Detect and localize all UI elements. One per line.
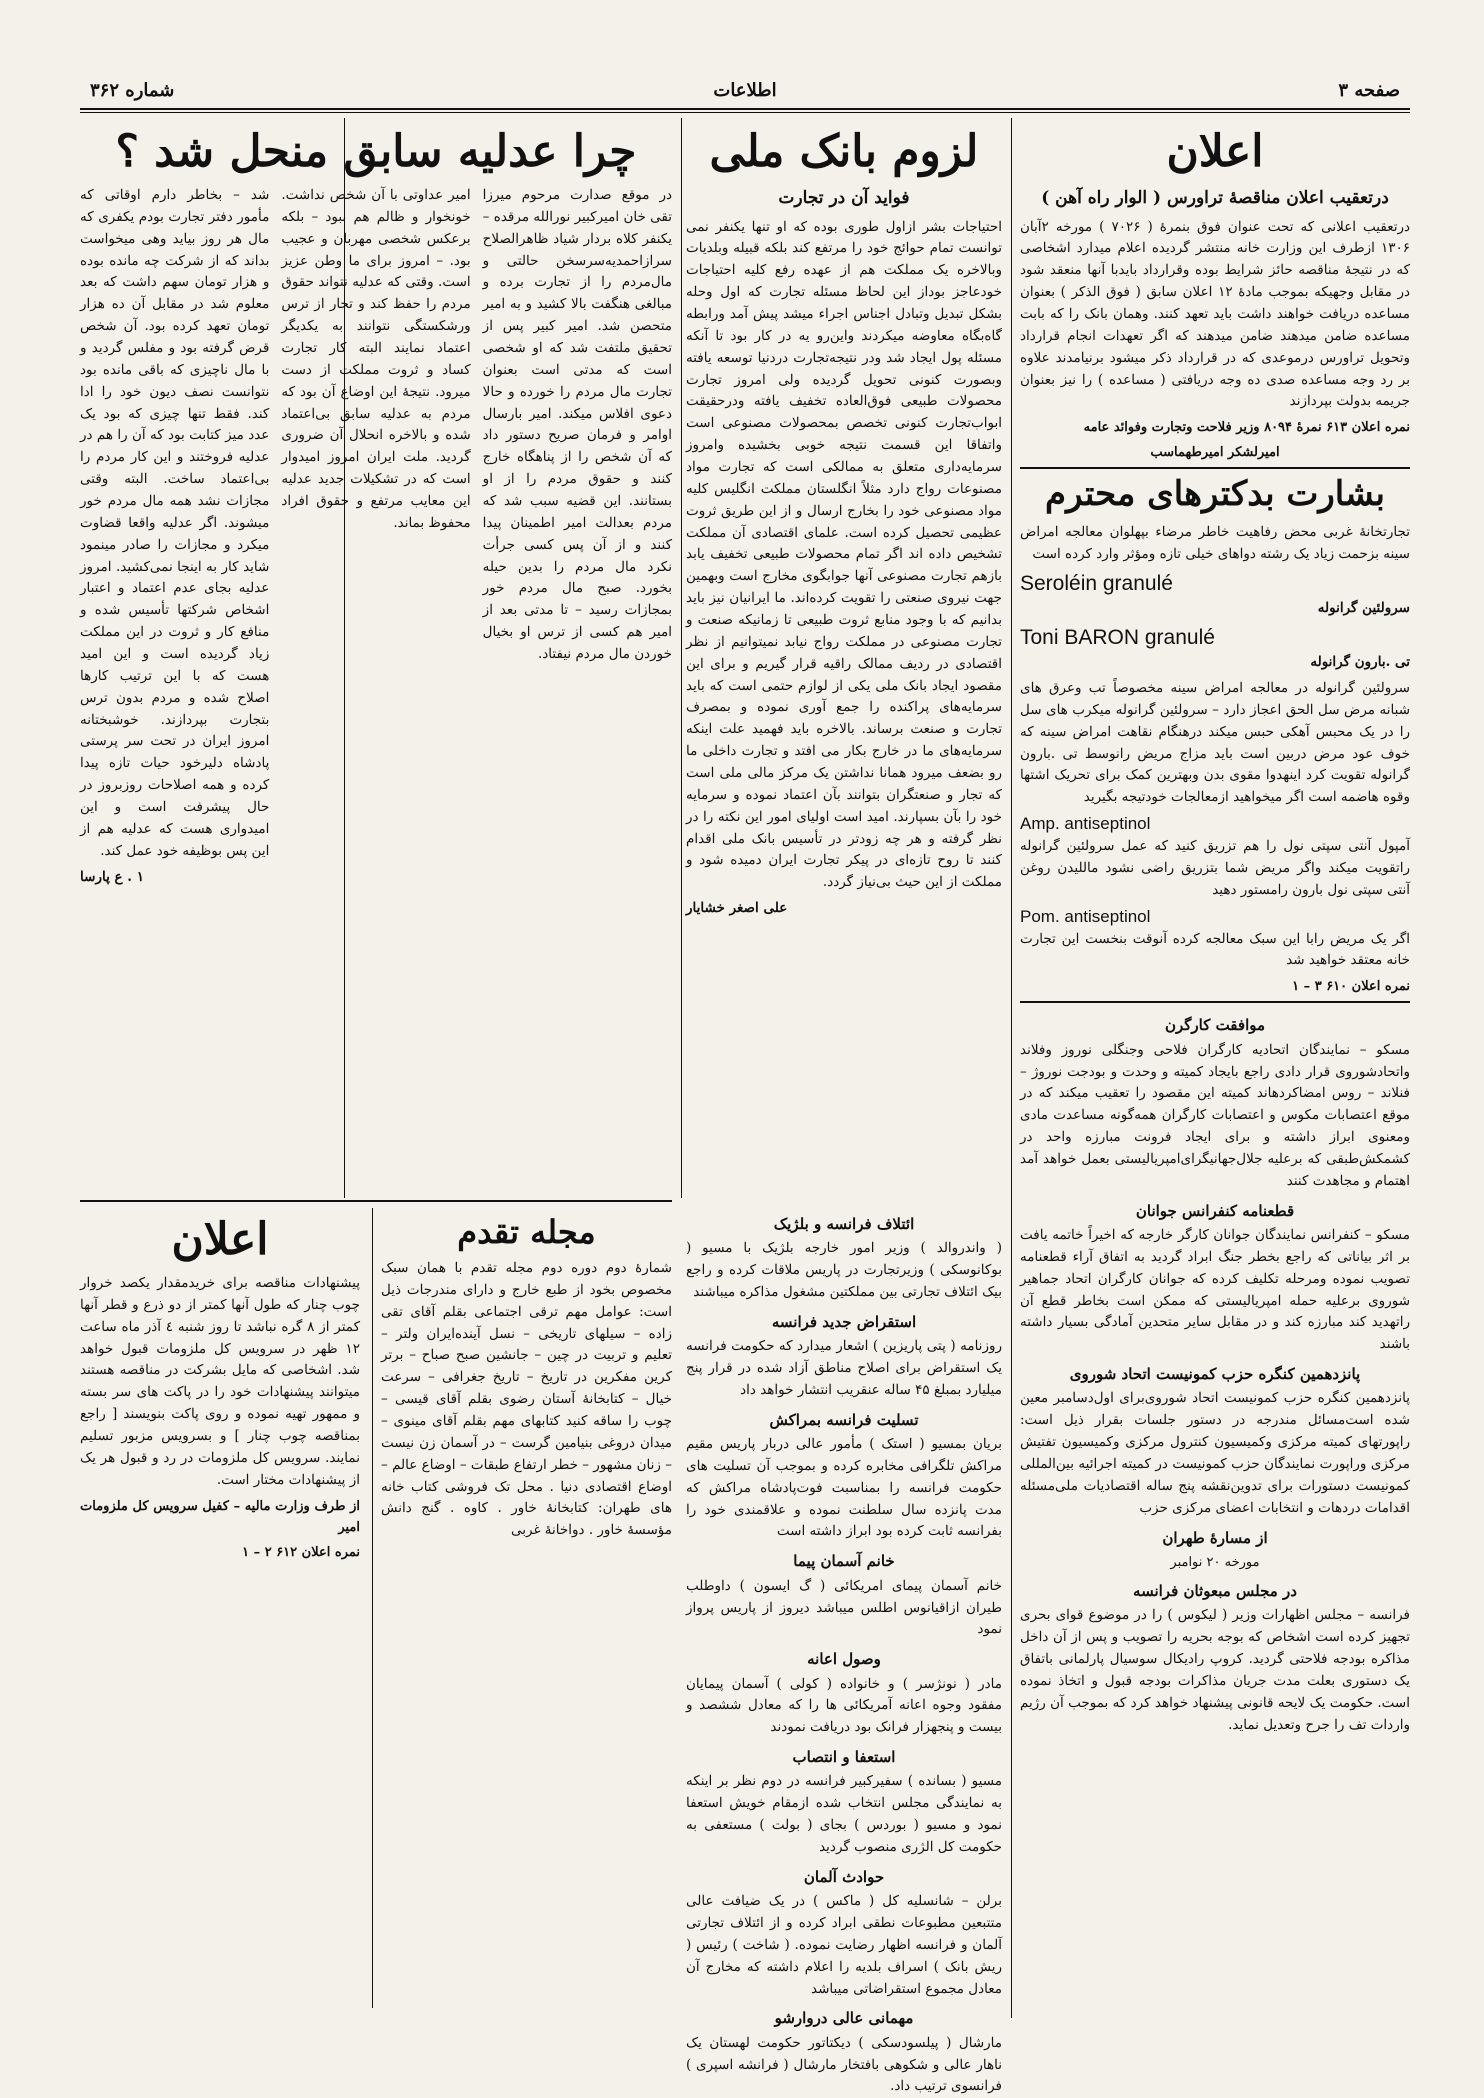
notice-body: درتعقیب اعلانی که تحت عنوان فوق بنمرهٔ ( ۷۰۲۶ ) مورخه ۲آبان ۱۳۰۶ ازطرف این وزارت خانه منتشر گردیده اعلام میدارد اشخاصی که در نتیجهٔ مناقصه حائز شرایط بوده وقرارداد بایدبا آنها منعقد شود در مقابل وجهیکه بموجب مادهٔ ۱۲ اعلان سابق ( فوق الذکر ) بعنوان مساعده دریافت خواهند داشت باید تعهد کنند. وهمان بانک را که بابت مساعده ضامن میدهند ضامن میدهند که اگر تعهدات انجام قرارداد وتحویل تراورس درموعدی که در قرارداد ذکر میشود برنیامدند علاوه بر رد وجه مساعده صدی ده وجه دریافتی ( مساعده ) را نیز بعنوان جریمه بدولت بپردازند — [1020, 218, 1410, 410]
article-column-3 — [80, 185, 269, 893]
news-title: استعفا و انتصاب — [792, 1748, 896, 1767]
article-signature: ۱ . ع پارسا — [80, 868, 144, 885]
news-two-columns — [1020, 1007, 1410, 1740]
header-rule — [80, 108, 1410, 110]
article-title: لزوم بانک ملی — [709, 126, 979, 177]
notice-footer: نمره اعلان ۶۱۲ ۲ – ۱ — [242, 1544, 360, 1560]
ad-product-latin: Seroléin granulé — [1020, 571, 1173, 595]
news-body: مارشال ( پیلسودسکی ) دیکتاتور حکومت لهستان یک ناهار عالی و شکوهی بافتخار مارشال ( فرانشه اسپری ) فرانسوی ترتیب داد. — [686, 2034, 1002, 2095]
article-title: چرا عدلیه سابق منحل شد ؟ — [115, 126, 637, 177]
newspaper-page — [80, 78, 1410, 2095]
article-body: شد – بخاطر دارم اوقاتی که مأمور دفتر تجارت بودم یکفری که مال هر روز بیاید وهی میخواست بداند که از شرکت چه مانده بوده و هزار تومان سهم داشت که بعد معلوم شد در مقابل آن ده هزار تومان تعهد کرده بود. آن شخص قرض گرفته بود و مفلس گردید و با مال ناچیزی که باقی مانده بود نتوانست نصف دیون خود را ادا کند. فقط تنها چیزی که بود یک عدد میز کتابت بود که آن را هم در عدلیه فروختند و این کار مردم را بی‌اعتماد ساخت. البته وقتی مجازات نشد همه مال مردم خور میشوند. اگر عدلیه واقعا قضاوت میکرد و مجازات را صادر مینمود شاید کار به اینجا نمی‌کشید. امروز عدلیه بجای عدم اعتماد و اعتبار اشخاص شرکتها تأسیس شده و منافع کار و ثروت در این مملکت زیاد گردیده است و این امید هست که با این ترتیب کارها اصلاح شده و مردم بدون ترس بتجارت بپردازند. خوشبختانه امروز ایران در تحت سر پرستی پادشاه دلیرخود حیات تازه پیدا کرده و همه اصلاحات روزبروز در حال پیشرفت است و این امیدواری هست که عدلیه هم از این پس بوظیفه خود عمل کند. — [80, 187, 270, 859]
ad-body: سرولئین گرانوله در معالجه امراض سینه مخصوصاً تب وعرق های شبانه مرض سل الحق اعجاز دارد – سرولئین گرانوله میکرب های سل را در یک محبس آهکی حبس میکند درهنگام نقاهت امراض سینه که خوف عود مرض دربین است باید مزاج مریض رانوسط تی .بارون گرانوله تقویت کرد اینهدوا مقوی بدن وبهترین کمک برای تحریک اشتها وقوه هاضمه است اگر میخواهید ازمعالجات خودتیجه بگیرید — [1020, 679, 1410, 806]
ad-product-latin: Amp. antiseptinol — [1020, 814, 1151, 834]
issue-number: شماره ۳۶۲ — [90, 80, 175, 101]
news-title: تسلیت فرانسه بمراکش — [769, 1410, 919, 1429]
news-title: وصول اعانه — [807, 1650, 881, 1669]
right-column — [1020, 120, 1410, 2008]
ad-footer: نمره اعلان ۶۱۰ ۳ – ۱ — [1292, 979, 1410, 995]
magazine-body: شمارهٔ دوم دوره دوم مجله تقدم با همان سبک مخصوص بخود از طبع خارج و دارای مندرجات ذیل است: عوامل مهم ترقی اجتماعی بقلم آقای تقی زاده – سیلهای تاریخی – نسل آینده‌ایران ولتر – تعلیم و تربیت در چین – جانشین صبح صباح – برتر کرین مفکرین در تاریخ – تاریخ جغرافی – سرعت خیال – کتابخانهٔ آستان رضوی بقلم آقای قیسی – چوب را ساقه کنید کتابهای مهم بقلم آقای مینوی – میدان دروغی بنیامین گرست – در آسمان زن نیست – زنان مشهور – خطر ارتفاع طبقات – اوضاع عالم – اوضاع اقتصادی دنیا . محل تک فروشی کتاب خانه های طهران: کتابخانهٔ خاور . کاوه . گنج دانش مؤسسهٔ خاور . دواخانهٔ غربی — [381, 1260, 672, 1539]
ad-product-persian: سرولئین گرانوله — [1317, 599, 1410, 616]
article-signature: علی اصغر خشایار — [686, 900, 788, 917]
bottom-notice — [80, 1208, 360, 2008]
article-column-1 — [483, 185, 672, 893]
ad-product-latin: Toni BARON granulé — [1020, 625, 1215, 649]
article-subtitle: فواید آن در تجارت — [778, 188, 910, 208]
news-title: حوادث آلمان — [803, 1867, 885, 1886]
page-number: صفحه ۳ — [1338, 80, 1400, 101]
news-title: قطعنامه کنفرانس جوانان — [1135, 1201, 1295, 1220]
notice-signature: از طرف وزارت مالیه – کفیل سرویس کل ملزومات امیر — [80, 1498, 360, 1535]
news-body: بریان بمسیو ( استک ) مأمور عالی دربار پاریس مقیم مراکش تلگرافی مخابره کرده و بموجب آن تسلیت های حکومت فرانسه را بمناسبت فوت‌پادشاه مراکش که مدت پانزده سال سلطنت نموده و علاقمندی خود را بفرانسه ثابت کرده بود ابراز داشته است — [686, 1436, 1002, 1540]
news-column-a — [1020, 1007, 1410, 1740]
article-body: امیر عداوتی با آن شخص نداشت. خونخوار و ظالم هم نبود – بلکه برعکس شخصی مهربان و عجیب بود. – امروز برای ما وطن عزیز است. وقتی که عدلیه نتواند حقوق مردم را حفظ کند و تجار از ترس ورشکستگی نتوانند به یکدیگر اعتماد نمایند البته کار تجارت کساد و ثروت مملکت از دست میرود. نتیجهٔ این اوضاع آن بود که مردم به عدلیه سابق بی‌اعتماد شده و بالاخره انحلال آن ضروری گردید. ملت ایران امروز امیدوار است که در تشکیلات جدید عدلیه این معایب مرتفع و حقوق افراد محفوظ بماند. — [281, 187, 471, 531]
ad-product-persian: تی .بارون گرانوله — [1310, 654, 1410, 671]
ad-body: اگر یک مریض رابا این سبک معالجه کرده آنوقت بنخست این تجارت خانه معتقد خواهید شد — [1020, 930, 1410, 969]
notice-footer: نمره اعلان ۶۱۳ نمرهٔ ۸۰۹۴ وزیر فلاحت وتجارت وفوائد عامه — [1083, 420, 1410, 436]
news-title: مهمانی عالی دروارشو — [774, 2009, 914, 2028]
ad-product-latin: Pom. antiseptinol — [1020, 906, 1151, 926]
news-body: مسکو – نمایندگان اتحادیه کارگران فلاحی وجنگلی نوروز وفلاند واتحادشوروی قرار دادی راجع بایجاد کمیته و وحدت و بودجت نوروژ – فنلاند – روس امضاکردهاند کمیته این مقصود را تعقیب میکند که در موقع اعتصابات مکوس و اعتصابات کارگران همه‌گونه مساعدت مادی ومعنوی ابراز داشته و برای ایجاد فرونت مبارزه واحد در کشمکش‌طبقی که برعلیه جلال‌جهانیگرای‌امپریالیستی بعمل خواهد آمد اهتمام و مجاهدت کنند — [1020, 1041, 1410, 1189]
news-title: ائتلاف فرانسه و بلژیک — [773, 1215, 915, 1233]
news-body: مسیو ( بسانده ) سفیرکبیر فرانسه در دوم نظر بر اینکه به نمایندگی مجلس انتخاب شده ازمقام خویش استعفا نمود و مسیو ( بوردس ) بجای ( بولت ) مستعفی به حکومت کل الژری منصوب گردید — [686, 1773, 1002, 1855]
foreign-news-column — [686, 1206, 1002, 2095]
magazine-title: مجله تقدم — [457, 1213, 596, 1251]
left-article — [80, 120, 672, 1198]
news-title: پانزدهمین کنگره حزب کمونیست اتحاد شوروی — [1069, 1365, 1361, 1384]
magazine-notice — [372, 1208, 672, 2008]
notice-heading: اعلان — [171, 1214, 269, 1265]
news-body: مورخه ۲۰ نوامبر — [1170, 1554, 1260, 1570]
notice-body: پیشنهادات مناقصه برای خریدمقدار یکصد خروار چوب چنار که طول آنها کمتر از دو ذرع و قطر آنها کمتر از ۸ گره نباشد تا روز شنبه ٤ آذر ماه ساعت ۱۲ ظهر در سرویس کل ملزومات قبول خواهد شد. اشخاصی که مایل بشرکت در مناقصه هستند میتوانند پیشنهادات خود را در پاکت های سر بسته و ممهور تهیه نموده و روی پاکت بنویسند [ راجع بمناقصه چوب چنار ] و بسرویس مزبور تسلیم نمایند. سرویس کل ملزومات در رد و قبول هر یک از پیشنهادات مختار است. — [80, 1275, 361, 1488]
notice-heading: اعلان — [1166, 126, 1264, 177]
ad-body: آمپول آنتی سپتی نول را هم تزریق کنید که عمل سرولئین گرانوله راتقویت میکند واگر مریض شما بتزریق راضی نشود ماللیدن روغن آنتی سپتی نول بارون رامستور دهید — [1020, 838, 1410, 898]
news-body: مسکو – کنفرانس نمایندگان جوانان کارگر خارجه که اخیراً خاتمه یافت بر اثر بیاناتی که راجع بخطر جنگ ابراد گردید به اتفاق آراء قطعنامه تصویب نموده ومرحله تکلیف کرده که جوانان کارگران اتحاد جماهیر شوروی برعلیه حمله امپریالیستی که ممکن است بخاطر قطع آن راتهدید کند مبارزه کند و در مقابل سایر متحدین آمادگی بسیار داشته باشند — [1020, 1226, 1410, 1353]
news-body: فرانسه – مجلس اظهارات وزیر ( لیکوس ) را در موضوع قوای بحری تجهیز کرده است اشخاص که بوجه بحریه را تصویب و پس از آن داخل مذاکره بودجه فلاحتی گردید. کروپ رادیکال سوسیال پارلمانی باتفاق یک دستوری بعلت مدت جریان مذاکرات بودجه قبول و اتخاذ نموده است. حکومت یک لایحه قانونی پیشنهاد خواهد کرد که بموجب آن رژیم واردات تف را جرح وتعدیل نماید. — [1020, 1607, 1410, 1733]
news-body: برلن – شانسلیه کل ( ماکس ) در یک ضیافت عالی متتبعین مطبوعات نطقی ابراد کرده و از ائتلاف تجارتی آلمان و فرانسه اظهار رضایت نموده. ( شاخت ) رئیس ( ریش بانک ) اسراف بلدیه را اعلام داشته که مخارج آن معادل مجموع استقراضاتی میباشد — [686, 1893, 1002, 1997]
news-body: ( واندروالد ) وزیر امور خارجه بلژیک با مسیو ( بوکانوسکی ) وزیرتجارت در پاریس ملاقات کرده و راجع بیک ائتلاف تجارتی بین مملکتین مشغول مذاکره میباشند — [686, 1240, 1002, 1301]
ad-intro: تجارتخانهٔ غربی محض رفاهیت خاطر مرضاء بپهلوان معالجه امراض سینه بزحمت زیاد یک رشته دواهای خیلی تازه ومؤثر وارد کرده است — [1020, 523, 1410, 562]
section-rule — [1020, 467, 1410, 469]
news-title: استقراض جدید فرانسه — [771, 1312, 917, 1331]
article-body: در موقع صدارت مرحوم میرزا تقی خان امیرکبیر نور‌الله مرقده – یکنفر کلاه بردار شیاد ظاهرالصلاح سرازاحمدیه‌سرسخن حالتی و مال‌مردم را از تجارت برده و مبالغی هنگفت بالا کشید و به امیر متحصن شد. امیر کبیر پس از تحقیق ملتفت شد که او شخصی است که مدتی است بعنوان تجارت مال مردم را خورده و حالا دعوی افلاس میکند. امیر بارسال اوامر و فرمان صریح دستور داد که آن شخص را از پناهگاه خارج کنند و حقوق مردم را از او بستانند. این قضیه سبب شد که مردم بعدالت امیر اطمینان پیدا کنند و از آن پس کسی جرأت نکرد مال مردم را بدین حیله بخورد. صبح مال مردم خور بمجازات رسید – تا مدتی بعد از امیر هم کسی از ترس او بخیال خوردن مال مردم نیفتاد. — [482, 187, 672, 663]
news-body: مادر ( نونژسر ) و خانواده ( کولی ) آسمان پیمایان مفقود وجوه اعانه آمریکائی ها را که معادل ششصد و بیست و پنجهزار فرانک بود دریافت نمودند — [686, 1675, 1002, 1736]
column-divider — [681, 118, 682, 1198]
news-body: روزنامه ( پتی پاریزین ) اشعار میدارد که حکومت فرانسه یک استقراض برای اصلاح مناطق آزاد شده در قرار پنج میلیارد بمبلغ ۴۵ ساله عنقریب انتشار خواهد داد — [686, 1338, 1002, 1398]
newspaper-name: اطلاعات — [713, 80, 777, 101]
notice-signature: امیرلشکر امیرطهماسب — [1150, 445, 1280, 461]
article-body: احتیاجات بشر ازاول طوری بوده که او تنها یکنفر نمی توانست تمام حوائج خود را مرتفع کند بلکه قبیله وبلدیات وبالاخره یک مملکت هم از عهده رفع کلیه احتیاجات خودعاجز بوداز این لحاظ مسئله تجارت که اول وحله بشکل تبدیل وتبادل اجناس اجراء میشد پیش آمد ورابطه‌ گاه‌بگاه معاوضه میکردند واین‌رو یه در کار بود تا آنکه مسئله پول ایجاد شد ودر نتیجه‌تجارت دردنیا توسعه یافته وبصورت کنونی تحویل گردیده ولی امروز تجارت محصولات طبیعی فوق‌العاده تخفیف یافته ودرحقیقت ابواب‌تجارت کنونی تخصص بمحصولات مصنوعی است واتفاقا این قسمت نتیجه خوبی بخشیده وامروز سرمایه‌داری متعلق به ممالکی است که تجارت مواد مصنوعات رواج دارد مثلاً انگلستان مملکت انگلیس کلیه مواد مصنوعی خود را بخارج ارسال و از این طریق ثروت عظیمی تحصیل کرده است. علمای اقتصادی آن مملکت تشخیص داده اند اگر تمام محصولات طبیعی تخفیف یابد بازهم تجارت مصنوعی آنها جوابگوی مخارج است وبهمین جهت نیروی صنعتی را تقویت کرده‌اند. ما ایرانیان نیز باید بدانیم که با وجود منابع ثروت طبیعی تا زمانیکه صنعت و تجارت مصنوعی در مملکت رواج نیابد نمیتوانیم از نظر اقتصادی در ردیف ممالک راقیه قرار گیریم و برای این مقصود ایجاد بانک ملی یکی از لوازم حتمی است که باید سرمایه‌های پراکنده را جمع آوری نموده و بمصرف تجارت و صنعت برساند. بالاخره باید فهمید علت اینکه سرمایه‌های ما در خارج بکار می افتد و تجارت داخلی ما رو بضعف میرود همانا نداشتن یک مرکز مالی ملی است که تجار و صنعتگران بتوانند بآن اعتماد نموده و سرمایه خود را بآن بسپارند. امید است اولیای امور این نکته را در نظر گرفته و هر چه زودتر در تأسیس بانک ملی اقدام کنند تا روح تازه‌ای در پیکر تجارت ایران دمیده شود و مملکت از این حیث بی‌نیاز گردد. — [686, 218, 1002, 891]
ad-heading: بشارت بدکترهای محترم — [1045, 474, 1385, 515]
header-rule-thin — [80, 112, 1410, 113]
middle-column — [686, 120, 1002, 1196]
section-rule — [1020, 1001, 1410, 1003]
news-body: خانم آسمان پیمای امریکائی ( گ ایسون ) داوطلب طیران ازاقیانوس اطلس میباشد دیروز از پاریس پرواز نمود — [686, 1577, 1002, 1638]
article-column-2 — [281, 185, 470, 893]
news-title: موافقت کارگرن — [1164, 1016, 1266, 1035]
news-title: از مسارهٔ طهران — [1162, 1528, 1268, 1547]
column-divider — [1011, 118, 1012, 2018]
news-body: پانزدهمین کنگره حزب کمونیست اتحاد شوروی‌برای اول‌دسامبر معین شده است‌مسائل مندرجه در دستور جلسات بقرار ذیل است: راپورتهای کمیته مرکزی وکمیسیون کنترول مرکزی وکمیسیون تفتیش مرکزی وراپورت نمایندگان حزب کمونیست در کمیته اجرائیه بین‌المللی کمونیست دستورات برای تدوین‌نقشه پنج ساله اقتصادیات ملی‌مسئله اقدامات دردهات و انتخابات اعضای مرکزی حزب — [1020, 1390, 1410, 1516]
news-title: در مجلس مبعوثان فرانسه — [1133, 1581, 1297, 1600]
running-header — [80, 78, 1410, 106]
article-columns — [80, 185, 672, 893]
notice-subtitle: درتعقیب اعلان مناقصهٔ تراورس ( الوار راه آهن ) — [1041, 188, 1389, 208]
news-title: خانم آسمان پیما — [793, 1552, 895, 1571]
section-rule — [80, 1200, 672, 1202]
